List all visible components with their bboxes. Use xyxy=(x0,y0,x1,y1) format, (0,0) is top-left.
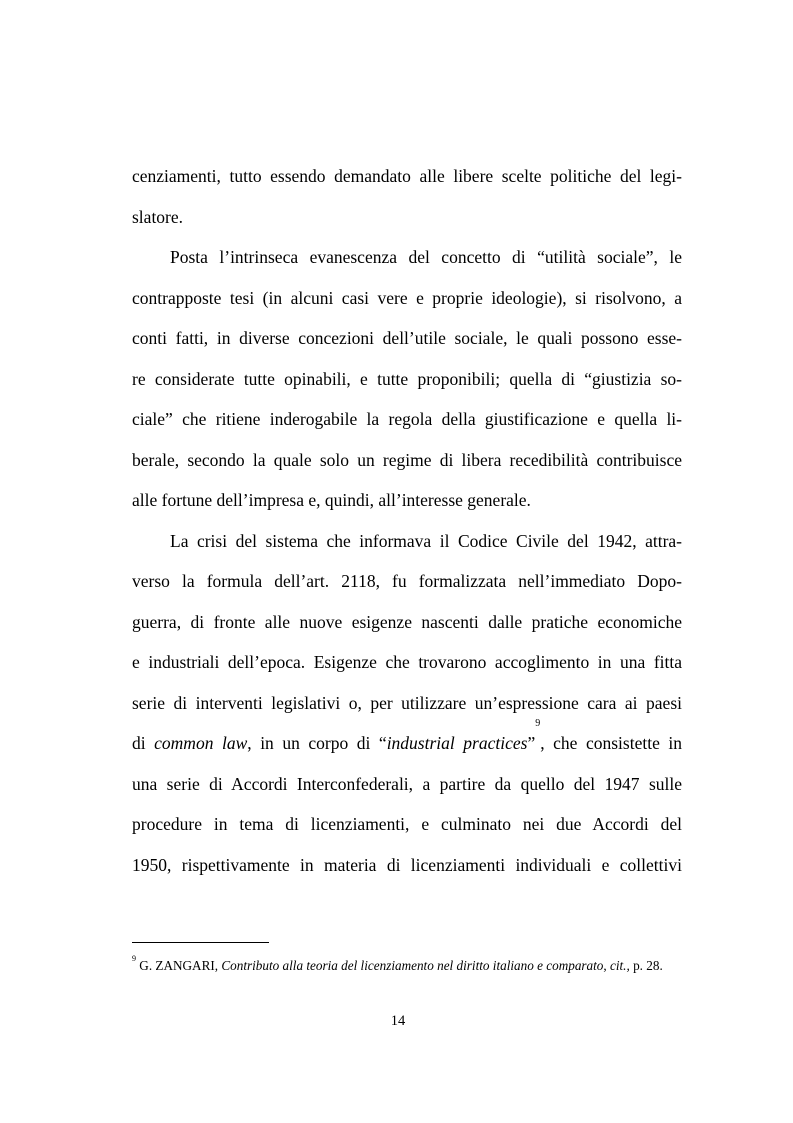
text-line: procedure in tema di licenziamenti, e culminato nei due Accordi del xyxy=(132,814,682,834)
text-line: La crisi del sistema che informava il Codice Civile del 1942, attra- xyxy=(170,530,682,551)
footnote-separator xyxy=(132,942,269,943)
text-line: re considerate tutte opinabili, e tutte proponibili; quella di “giustizia so- xyxy=(132,368,682,389)
text-line: slatore. xyxy=(132,206,184,227)
text-line: contrapposte tesi (in alcuni casi vere e proprie ideologie), si risolvono, a xyxy=(132,287,682,308)
footnote-reference[interactable]: 9 xyxy=(535,718,541,729)
text-line: ciale” che ritiene inderogabile la regola della giustificazione e quella li- xyxy=(132,409,682,429)
footnote-author: G. ZANGARI, xyxy=(136,958,222,973)
text-line: 1950, rispettivamente in materia di licenziamenti individuali e collettivi xyxy=(132,854,682,875)
text-run: ” xyxy=(527,733,536,753)
text-run: , che consistette in xyxy=(540,733,682,753)
footnote-cit: cit., xyxy=(610,958,630,973)
text-line: serie di interventi legislativi o, per utilizzare un’espressione cara ai paesi xyxy=(132,692,682,713)
text-line: e industriali dell’epoca. Esigenze che trovarono accoglimento in una fitta xyxy=(132,652,682,672)
footnote xyxy=(132,954,692,975)
text-line: cenziamenti, tutto essendo demandato alle libere scelte politiche del legi- xyxy=(132,166,682,186)
body-text xyxy=(132,156,682,885)
text-line: alle fortune dell’impresa e, quindi, all’interesse generale. xyxy=(132,490,531,510)
footnote-page: p. 28. xyxy=(629,958,663,973)
italic-term: industrial practices xyxy=(386,733,528,753)
text-line: guerra, di fronte alle nuove esigenze nascenti dalle pratiche economiche xyxy=(132,611,682,632)
footnote-title: Contributo alla teoria del licenziamento nel diritto italiano e comparato xyxy=(221,958,604,973)
text-line: una serie di Accordi Interconfederali, a partire da quello del 1947 sulle xyxy=(132,773,682,794)
footnote-separator-text: , xyxy=(603,958,610,973)
text-line: Posta l’intrinseca evanescenza del concetto di “utilità sociale”, le xyxy=(170,247,682,267)
text-line-with-footnote-ref xyxy=(132,718,682,764)
footnote-number: 9 xyxy=(132,954,136,963)
text-run: di xyxy=(132,733,155,753)
text-line: conti fatti, in diverse concezioni dell’utile sociale, le quali possono esse- xyxy=(132,328,682,348)
text-line: verso la formula dell’art. 2118, fu formalizzata nell’immediato Dopo- xyxy=(132,571,682,591)
italic-term: common law xyxy=(154,733,248,753)
page-number: 14 xyxy=(390,1013,406,1029)
text-line: berale, secondo la quale solo un regime di libera recedibilità contribuisce xyxy=(132,449,682,470)
text-run: , in un corpo di “ xyxy=(247,733,387,753)
